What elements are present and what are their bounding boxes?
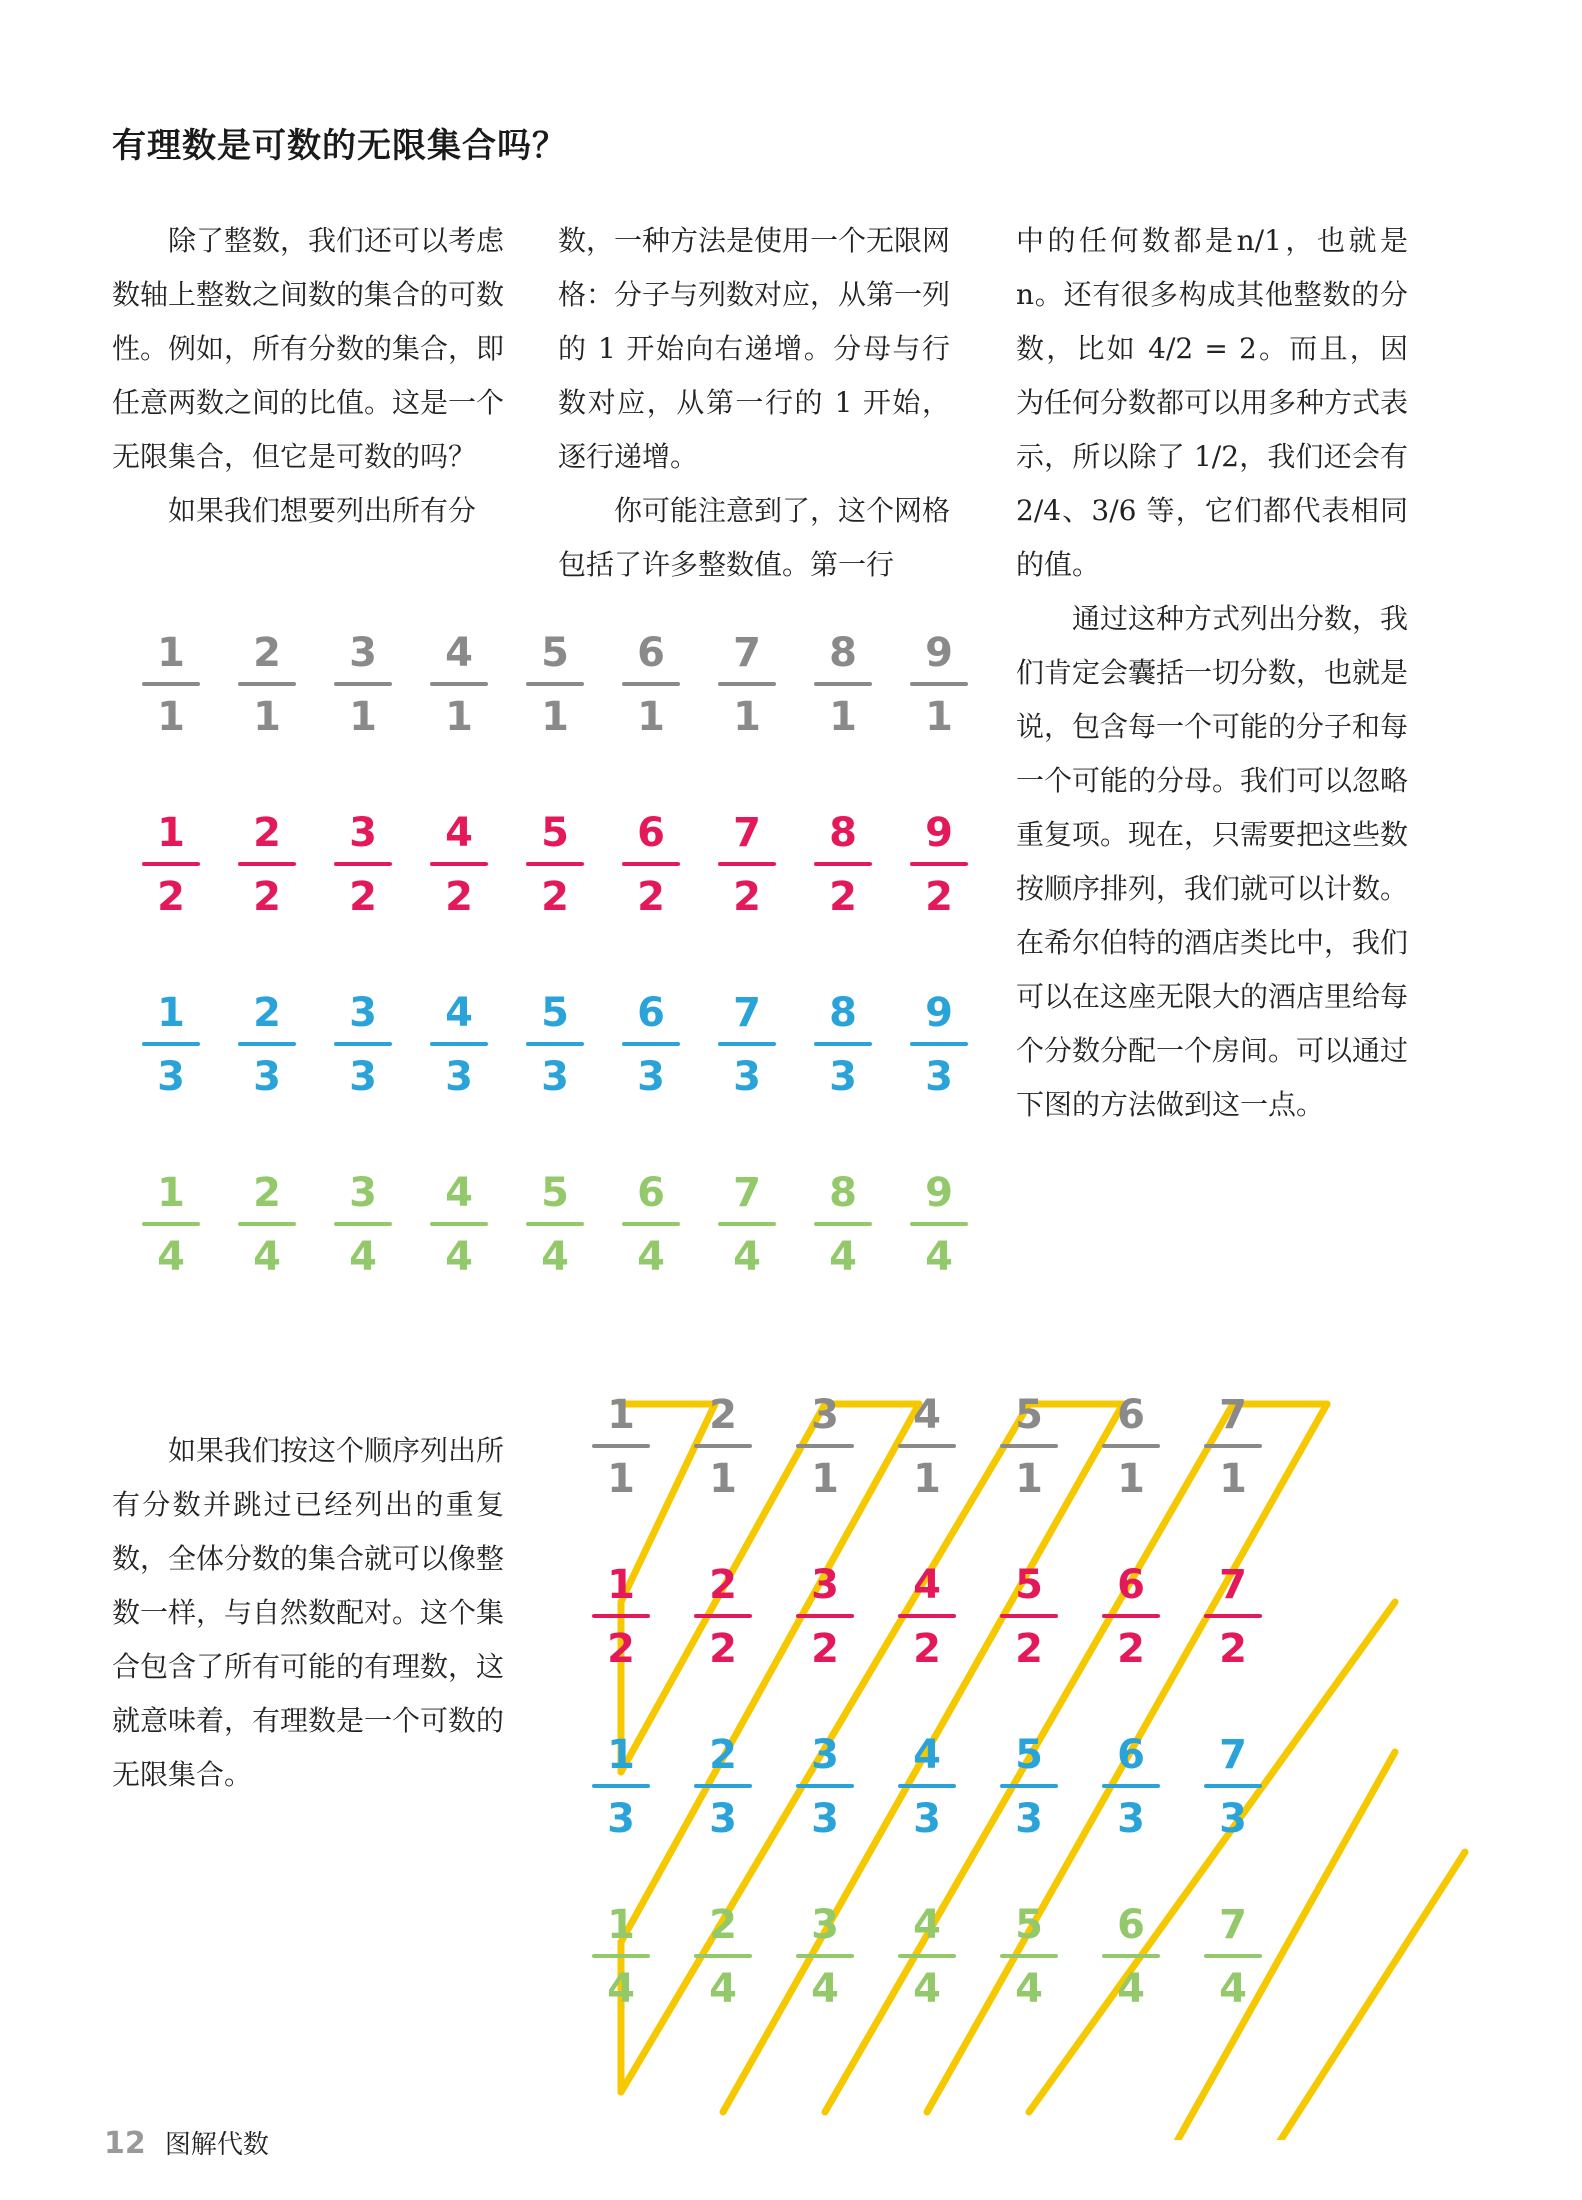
fraction xyxy=(794,1562,856,1672)
fraction xyxy=(236,810,298,920)
denominator: 2 xyxy=(349,874,377,920)
fraction xyxy=(332,810,394,920)
fraction-bar xyxy=(526,1222,584,1226)
denominator: 1 xyxy=(925,694,953,740)
fraction xyxy=(998,1732,1060,1842)
denominator: 3 xyxy=(637,1054,665,1100)
numerator: 6 xyxy=(637,810,665,856)
fraction-bar xyxy=(142,1222,200,1226)
fraction-bar xyxy=(238,682,296,686)
denominator: 3 xyxy=(541,1054,569,1100)
fraction-bar xyxy=(910,862,968,866)
fraction-bar xyxy=(898,1784,956,1788)
fraction-bar xyxy=(796,1784,854,1788)
fraction-bar xyxy=(238,1222,296,1226)
numerator: 6 xyxy=(1117,1392,1145,1438)
fraction-bar xyxy=(718,1042,776,1046)
denominator: 1 xyxy=(253,694,281,740)
fraction xyxy=(896,1562,958,1672)
fraction-bar xyxy=(694,1784,752,1788)
fraction-grid-zigzag xyxy=(590,1392,1290,2052)
denominator: 2 xyxy=(913,1626,941,1672)
paragraph: 你可能注意到了，这个网格包括了许多整数值。第一行 xyxy=(558,494,951,581)
numerator: 5 xyxy=(1015,1902,1043,1948)
denominator: 3 xyxy=(253,1054,281,1100)
fraction-bar xyxy=(1000,1784,1058,1788)
fraction-bar xyxy=(814,862,872,866)
fraction-bar xyxy=(898,1444,956,1448)
fraction-bar xyxy=(1000,1614,1058,1618)
fraction-bar xyxy=(718,682,776,686)
denominator: 1 xyxy=(349,694,377,740)
denominator: 4 xyxy=(607,1966,635,2012)
fraction xyxy=(1100,1562,1162,1672)
fraction xyxy=(998,1902,1060,2012)
text-column-4 xyxy=(112,1424,504,1802)
page-number: 12 xyxy=(104,2126,146,2161)
denominator: 1 xyxy=(637,694,665,740)
denominator: 1 xyxy=(157,694,185,740)
fraction-bar xyxy=(1204,1954,1262,1958)
fraction xyxy=(1202,1732,1264,1842)
fraction xyxy=(590,1902,652,2012)
fraction xyxy=(812,810,874,920)
denominator: 3 xyxy=(829,1054,857,1100)
denominator: 2 xyxy=(1117,1626,1145,1672)
numerator: 3 xyxy=(349,990,377,1036)
paragraph: 中的任何数都是n/1，也就是n。还有很多构成其他整数的分数，比如 4/2 = 2。而且，因为任何分数都可以用多种方式表示，所以除了 1/2，我们还会有 2/4、3/6 等，它们都代表相同的值。 xyxy=(1016,224,1409,581)
fraction xyxy=(1202,1392,1264,1502)
paragraph: 通过这种方式列出分数，我们肯定会囊括一切分数，也就是说，包含每一个可能的分子和每一个可能的分母。我们可以忽略重复项。现在，只需要把这些数按顺序排列，我们就可以计数。在希尔伯特的酒店类比中，我们可以在这座无限大的酒店里给每个分数分配一个房间。可以通过下图的方法做到这一点。 xyxy=(1016,602,1409,1121)
fraction xyxy=(140,630,202,740)
numerator: 1 xyxy=(157,810,185,856)
fraction xyxy=(716,630,778,740)
denominator: 3 xyxy=(811,1796,839,1842)
numerator: 8 xyxy=(829,630,857,676)
denominator: 4 xyxy=(1117,1966,1145,2012)
paragraph: 除了整数，我们还可以考虑数轴上整数之间数的集合的可数性。例如，所有分数的集合，即任意两数之间的比值。这是一个无限集合，但它是可数的吗？ xyxy=(112,224,505,473)
numerator: 4 xyxy=(913,1392,941,1438)
numerator: 9 xyxy=(925,630,953,676)
fraction xyxy=(896,1902,958,2012)
denominator: 1 xyxy=(913,1456,941,1502)
numerator: 7 xyxy=(1219,1902,1247,1948)
fraction xyxy=(332,990,394,1100)
denominator: 1 xyxy=(607,1456,635,1502)
fraction-bar xyxy=(796,1954,854,1958)
denominator: 4 xyxy=(445,1234,473,1280)
fraction xyxy=(896,1732,958,1842)
denominator: 2 xyxy=(157,874,185,920)
denominator: 1 xyxy=(445,694,473,740)
fraction xyxy=(236,1170,298,1280)
numerator: 2 xyxy=(253,1170,281,1216)
numerator: 2 xyxy=(709,1562,737,1608)
denominator: 3 xyxy=(445,1054,473,1100)
fraction-bar xyxy=(526,682,584,686)
fraction xyxy=(236,630,298,740)
numerator: 1 xyxy=(607,1732,635,1778)
denominator: 1 xyxy=(733,694,761,740)
numerator: 1 xyxy=(607,1392,635,1438)
fraction-bar xyxy=(238,862,296,866)
fraction-bar xyxy=(694,1954,752,1958)
denominator: 4 xyxy=(541,1234,569,1280)
fraction xyxy=(1100,1392,1162,1502)
denominator: 2 xyxy=(253,874,281,920)
fraction-bar xyxy=(898,1954,956,1958)
fraction xyxy=(590,1732,652,1842)
fraction-bar xyxy=(526,1042,584,1046)
fraction xyxy=(332,1170,394,1280)
denominator: 4 xyxy=(829,1234,857,1280)
denominator: 2 xyxy=(811,1626,839,1672)
denominator: 3 xyxy=(913,1796,941,1842)
numerator: 9 xyxy=(925,990,953,1036)
fraction-bar xyxy=(796,1614,854,1618)
numerator: 1 xyxy=(607,1902,635,1948)
fraction xyxy=(692,1392,754,1502)
denominator: 1 xyxy=(1219,1456,1247,1502)
denominator: 1 xyxy=(541,694,569,740)
fraction-bar xyxy=(898,1614,956,1618)
numerator: 1 xyxy=(157,630,185,676)
fraction-bar xyxy=(430,1042,488,1046)
denominator: 3 xyxy=(925,1054,953,1100)
fraction-bar xyxy=(238,1042,296,1046)
fraction xyxy=(524,990,586,1100)
fraction xyxy=(140,990,202,1100)
fraction xyxy=(428,1170,490,1280)
fraction xyxy=(428,630,490,740)
fraction xyxy=(794,1902,856,2012)
denominator: 4 xyxy=(157,1234,185,1280)
numerator: 7 xyxy=(733,990,761,1036)
fraction-bar xyxy=(334,862,392,866)
fraction-bar xyxy=(1102,1784,1160,1788)
numerator: 8 xyxy=(829,1170,857,1216)
numerator: 5 xyxy=(1015,1562,1043,1608)
fraction xyxy=(998,1562,1060,1672)
fraction xyxy=(428,990,490,1100)
denominator: 4 xyxy=(811,1966,839,2012)
denominator: 2 xyxy=(925,874,953,920)
numerator: 1 xyxy=(157,1170,185,1216)
denominator: 2 xyxy=(1015,1626,1043,1672)
fraction xyxy=(692,1732,754,1842)
fraction xyxy=(620,810,682,920)
denominator: 3 xyxy=(1117,1796,1145,1842)
fraction xyxy=(812,1170,874,1280)
numerator: 2 xyxy=(709,1392,737,1438)
paragraph: 如果我们按这个顺序列出所有分数并跳过已经列出的重复数，全体分数的集合就可以像整数一样，与自然数配对。这个集合包含了所有可能的有理数，这就意味着，有理数是一个可数的无限集合。 xyxy=(112,1434,505,1791)
fraction-bar xyxy=(1102,1444,1160,1448)
denominator: 4 xyxy=(1015,1966,1043,2012)
numerator: 4 xyxy=(445,1170,473,1216)
page-title: 有理数是可数的无限集合吗？ xyxy=(112,126,567,166)
denominator: 3 xyxy=(349,1054,377,1100)
denominator: 2 xyxy=(607,1626,635,1672)
numerator: 6 xyxy=(1117,1732,1145,1778)
numerator: 3 xyxy=(811,1732,839,1778)
numerator: 1 xyxy=(607,1562,635,1608)
numerator: 2 xyxy=(253,990,281,1036)
fraction xyxy=(716,1170,778,1280)
fraction xyxy=(812,990,874,1100)
fraction-grid xyxy=(140,630,980,1310)
numerator: 8 xyxy=(829,810,857,856)
numerator: 6 xyxy=(637,990,665,1036)
fraction-bar xyxy=(1204,1784,1262,1788)
fraction xyxy=(1202,1902,1264,2012)
numerator: 5 xyxy=(541,810,569,856)
denominator: 1 xyxy=(829,694,857,740)
fraction-bar xyxy=(430,1222,488,1226)
numerator: 4 xyxy=(913,1732,941,1778)
numerator: 8 xyxy=(829,990,857,1036)
fraction xyxy=(524,630,586,740)
numerator: 3 xyxy=(811,1392,839,1438)
fraction-bar xyxy=(334,682,392,686)
numerator: 5 xyxy=(1015,1732,1043,1778)
numerator: 3 xyxy=(811,1562,839,1608)
denominator: 4 xyxy=(709,1966,737,2012)
fraction-bar xyxy=(526,862,584,866)
denominator: 2 xyxy=(541,874,569,920)
numerator: 4 xyxy=(913,1562,941,1608)
numerator: 3 xyxy=(349,630,377,676)
fraction xyxy=(794,1392,856,1502)
denominator: 2 xyxy=(829,874,857,920)
denominator: 2 xyxy=(1219,1626,1247,1672)
denominator: 3 xyxy=(1219,1796,1247,1842)
fraction-bar xyxy=(142,682,200,686)
numerator: 7 xyxy=(1219,1732,1247,1778)
fraction-bar xyxy=(1000,1444,1058,1448)
numerator: 7 xyxy=(733,630,761,676)
fraction-bar xyxy=(622,682,680,686)
fraction-bar xyxy=(622,862,680,866)
fraction-bar xyxy=(910,1222,968,1226)
numerator: 3 xyxy=(349,810,377,856)
fraction-bar xyxy=(142,862,200,866)
numerator: 9 xyxy=(925,1170,953,1216)
fraction-bar xyxy=(694,1444,752,1448)
numerator: 7 xyxy=(1219,1562,1247,1608)
text-column-1 xyxy=(112,214,504,538)
numerator: 3 xyxy=(349,1170,377,1216)
denominator: 4 xyxy=(349,1234,377,1280)
denominator: 3 xyxy=(157,1054,185,1100)
numerator: 4 xyxy=(445,990,473,1036)
fraction xyxy=(524,1170,586,1280)
numerator: 2 xyxy=(709,1902,737,1948)
denominator: 4 xyxy=(253,1234,281,1280)
fraction xyxy=(620,1170,682,1280)
fraction xyxy=(716,810,778,920)
fraction-bar xyxy=(622,1042,680,1046)
fraction-bar xyxy=(430,682,488,686)
numerator: 2 xyxy=(709,1732,737,1778)
fraction xyxy=(692,1562,754,1672)
fraction xyxy=(998,1392,1060,1502)
fraction-bar xyxy=(334,1222,392,1226)
fraction-bar xyxy=(592,1614,650,1618)
fraction xyxy=(332,630,394,740)
fraction xyxy=(908,630,970,740)
numerator: 5 xyxy=(1015,1392,1043,1438)
fraction-bar xyxy=(1102,1954,1160,1958)
fraction-bar xyxy=(1000,1954,1058,1958)
fraction xyxy=(908,810,970,920)
denominator: 4 xyxy=(637,1234,665,1280)
denominator: 2 xyxy=(637,874,665,920)
fraction-bar xyxy=(592,1444,650,1448)
denominator: 3 xyxy=(709,1796,737,1842)
fraction xyxy=(524,810,586,920)
paragraph: 数，一种方法是使用一个无限网格：分子与列数对应，从第一列的 1 开始向右递增。分母与行数对应，从第一行的 1 开始，逐行递增。 xyxy=(558,224,951,473)
fraction xyxy=(692,1902,754,2012)
fraction xyxy=(1100,1732,1162,1842)
numerator: 7 xyxy=(733,810,761,856)
text-column-3 xyxy=(1016,214,1408,1132)
fraction xyxy=(896,1392,958,1502)
denominator: 4 xyxy=(925,1234,953,1280)
denominator: 1 xyxy=(1117,1456,1145,1502)
page-footer xyxy=(104,2124,269,2161)
numerator: 9 xyxy=(925,810,953,856)
numerator: 7 xyxy=(733,1170,761,1216)
fraction-bar xyxy=(430,862,488,866)
numerator: 6 xyxy=(637,1170,665,1216)
fraction xyxy=(812,630,874,740)
fraction xyxy=(620,630,682,740)
fraction xyxy=(1202,1562,1264,1672)
fraction xyxy=(1100,1902,1162,2012)
denominator: 4 xyxy=(913,1966,941,2012)
zigzag-segment xyxy=(1273,1852,1465,2140)
denominator: 3 xyxy=(607,1796,635,1842)
fraction-bar xyxy=(694,1614,752,1618)
denominator: 3 xyxy=(733,1054,761,1100)
numerator: 2 xyxy=(253,810,281,856)
paragraph: 如果我们想要列出所有分 xyxy=(168,494,477,527)
numerator: 5 xyxy=(541,990,569,1036)
fraction-bar xyxy=(814,682,872,686)
fraction-bar xyxy=(592,1954,650,1958)
numerator: 5 xyxy=(541,1170,569,1216)
numerator: 4 xyxy=(913,1902,941,1948)
fraction-bar xyxy=(718,1222,776,1226)
numerator: 4 xyxy=(445,630,473,676)
fraction xyxy=(236,990,298,1100)
book-title: 图解代数 xyxy=(164,2130,269,2160)
fraction xyxy=(140,1170,202,1280)
denominator: 1 xyxy=(811,1456,839,1502)
numerator: 7 xyxy=(1219,1392,1247,1438)
fraction-bar xyxy=(1204,1614,1262,1618)
fraction-bar xyxy=(718,862,776,866)
fraction xyxy=(908,1170,970,1280)
numerator: 1 xyxy=(157,990,185,1036)
fraction xyxy=(590,1562,652,1672)
fraction-bar xyxy=(334,1042,392,1046)
text-column-2 xyxy=(558,214,950,592)
fraction xyxy=(794,1732,856,1842)
fraction-bar xyxy=(910,1042,968,1046)
denominator: 2 xyxy=(445,874,473,920)
numerator: 6 xyxy=(637,630,665,676)
fraction xyxy=(620,990,682,1100)
denominator: 1 xyxy=(709,1456,737,1502)
denominator: 4 xyxy=(1219,1966,1247,2012)
numerator: 3 xyxy=(811,1902,839,1948)
fraction xyxy=(716,990,778,1100)
denominator: 3 xyxy=(1015,1796,1043,1842)
numerator: 6 xyxy=(1117,1562,1145,1608)
numerator: 6 xyxy=(1117,1902,1145,1948)
fraction xyxy=(140,810,202,920)
fraction xyxy=(908,990,970,1100)
fraction-bar xyxy=(1102,1614,1160,1618)
fraction-bar xyxy=(796,1444,854,1448)
fraction-bar xyxy=(814,1042,872,1046)
numerator: 4 xyxy=(445,810,473,856)
fraction-bar xyxy=(622,1222,680,1226)
fraction-bar xyxy=(1204,1444,1262,1448)
fraction xyxy=(428,810,490,920)
denominator: 2 xyxy=(733,874,761,920)
fraction xyxy=(590,1392,652,1502)
denominator: 2 xyxy=(709,1626,737,1672)
fraction-bar xyxy=(910,682,968,686)
denominator: 4 xyxy=(733,1234,761,1280)
numerator: 2 xyxy=(253,630,281,676)
numerator: 5 xyxy=(541,630,569,676)
denominator: 1 xyxy=(1015,1456,1043,1502)
fraction-bar xyxy=(592,1784,650,1788)
fraction-bar xyxy=(142,1042,200,1046)
fraction-bar xyxy=(814,1222,872,1226)
